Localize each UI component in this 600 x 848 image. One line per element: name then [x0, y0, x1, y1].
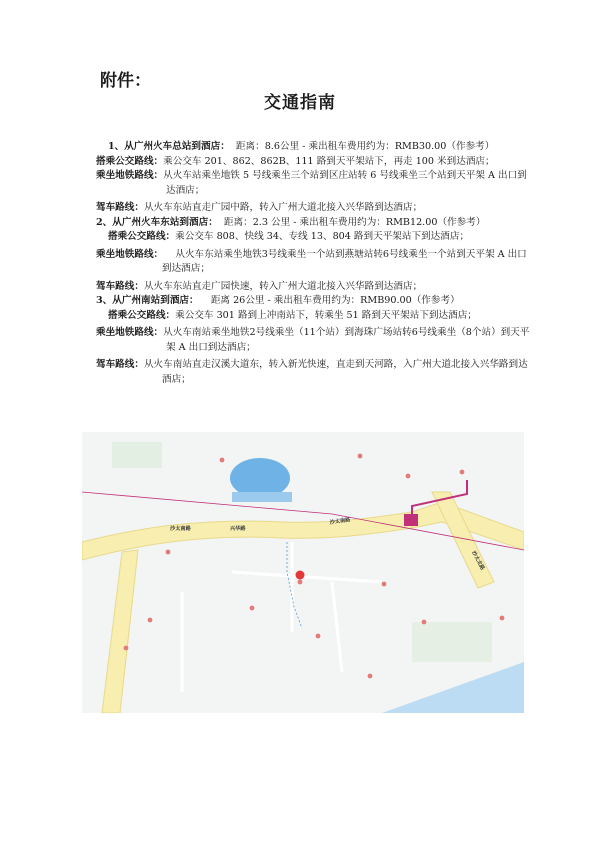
section-2-metro-text: 从火车东站乘坐地铁3号线乘坐一个站到燕塘站转6号线乘坐一个站到天平架 A 出口到达酒店； — [162, 248, 527, 274]
section-2-distance: 距离：2.3 公里 - 乘出租车费用约为：RMB12.00（作参考） — [223, 216, 486, 228]
section-3-metro-label: 乘坐地铁路线： — [96, 327, 164, 338]
map-park-area — [112, 442, 162, 468]
section-1-heading: 1、从广州火车总站到酒店： — [108, 141, 230, 152]
section-1-heading-line — [96, 140, 536, 155]
map-lake-edge — [232, 492, 292, 502]
section-3-distance: 距离 26公里 - 乘出租车费用约为：RMB90.00（作参考） — [210, 295, 460, 306]
road-label-xinghua: 兴华路 — [230, 526, 246, 532]
section-1-drive-label: 驾车路线： — [96, 202, 144, 213]
road-label-shatai-south-2: 沙太南路 — [329, 517, 351, 526]
section-2-bus-text: 乘公交车 808、快线 34、专线 13、804 路到天平架站下到达酒店； — [175, 231, 470, 242]
section-2-heading: 2、从广州火车东站到酒店： — [96, 216, 218, 228]
section-3-heading: 3、从广州南站到酒店： — [96, 295, 199, 306]
section-1-bus-text: 乘公交车 201、862、862B、111 路到天平架站下，再走 100 米到达酒店； — [163, 155, 495, 167]
metro-station-icon — [404, 514, 418, 526]
section-1-drive-text: 从火车东站直走广园中路，转入广州大道北接入兴华路到达酒店； — [143, 202, 423, 213]
section-2-heading-line — [96, 216, 536, 231]
attachment-label: 附件： — [100, 71, 151, 91]
section-2-drive — [96, 280, 536, 295]
road-label-shatai-north: 沙太北路 — [470, 550, 486, 572]
section-1-metro-text: 从火车站乘坐地铁 5 号线乘坐三个站到区庄站转 6 号线乘坐三个站到天平架 A 出口到达酒店； — [163, 170, 527, 196]
section-1-metro — [96, 169, 536, 198]
section-2-drive-label: 驾车路线： — [96, 280, 144, 292]
section-2-bus-label: 搭乘公交路线： — [108, 231, 176, 242]
section-1-metro-label: 乘坐地铁路线： — [96, 170, 164, 181]
section-3-bus — [96, 309, 536, 324]
section-3-bus-text: 乘公交车 301 路到上冲南站下，转乘坐 51 路到天平架站下到达酒店； — [175, 309, 477, 321]
location-map — [82, 432, 524, 713]
section-3-drive-label: 驾车路线： — [96, 359, 144, 370]
section-3-metro — [96, 326, 536, 355]
section-1-drive — [96, 201, 536, 216]
road-label-shatai-south: 沙太南路 — [170, 526, 191, 532]
page-title: 交通指南 — [264, 93, 336, 113]
section-3-bus-label: 搭乘公交路线： — [108, 309, 176, 321]
section-3-heading-line — [96, 294, 536, 309]
section-2-bus — [96, 230, 536, 245]
location-map-image — [82, 432, 524, 713]
section-1-distance: 距离：8.6公里 - 乘出租车费用约为：RMB30.00（作参考） — [235, 141, 495, 152]
section-2-metro — [96, 248, 536, 277]
section-3-drive-text: 从火车南站直走汉溪大道东，转入新光快速，直走到天河路，入广州大道北接入兴华路到达酒店； — [143, 359, 528, 385]
hotel-location-pin — [296, 571, 305, 580]
section-3-metro-text: 从火车南站乘坐地铁2号线乘坐（11个站）到海珠广场站转6号线乘坐（8个站）到天平架 A 出口到达酒店； — [163, 327, 530, 353]
section-2-drive-text: 从火车东站直走广园快速，转入广州大道北接入兴华路到达酒店； — [143, 280, 423, 292]
section-3-drive — [96, 358, 536, 387]
map-green-area — [412, 622, 492, 662]
section-2-metro-label: 乘坐地铁路线： — [96, 248, 164, 260]
section-1-bus — [96, 155, 536, 170]
directions-content — [96, 140, 536, 387]
section-1-bus-label: 搭乘公交路线： — [96, 155, 164, 167]
